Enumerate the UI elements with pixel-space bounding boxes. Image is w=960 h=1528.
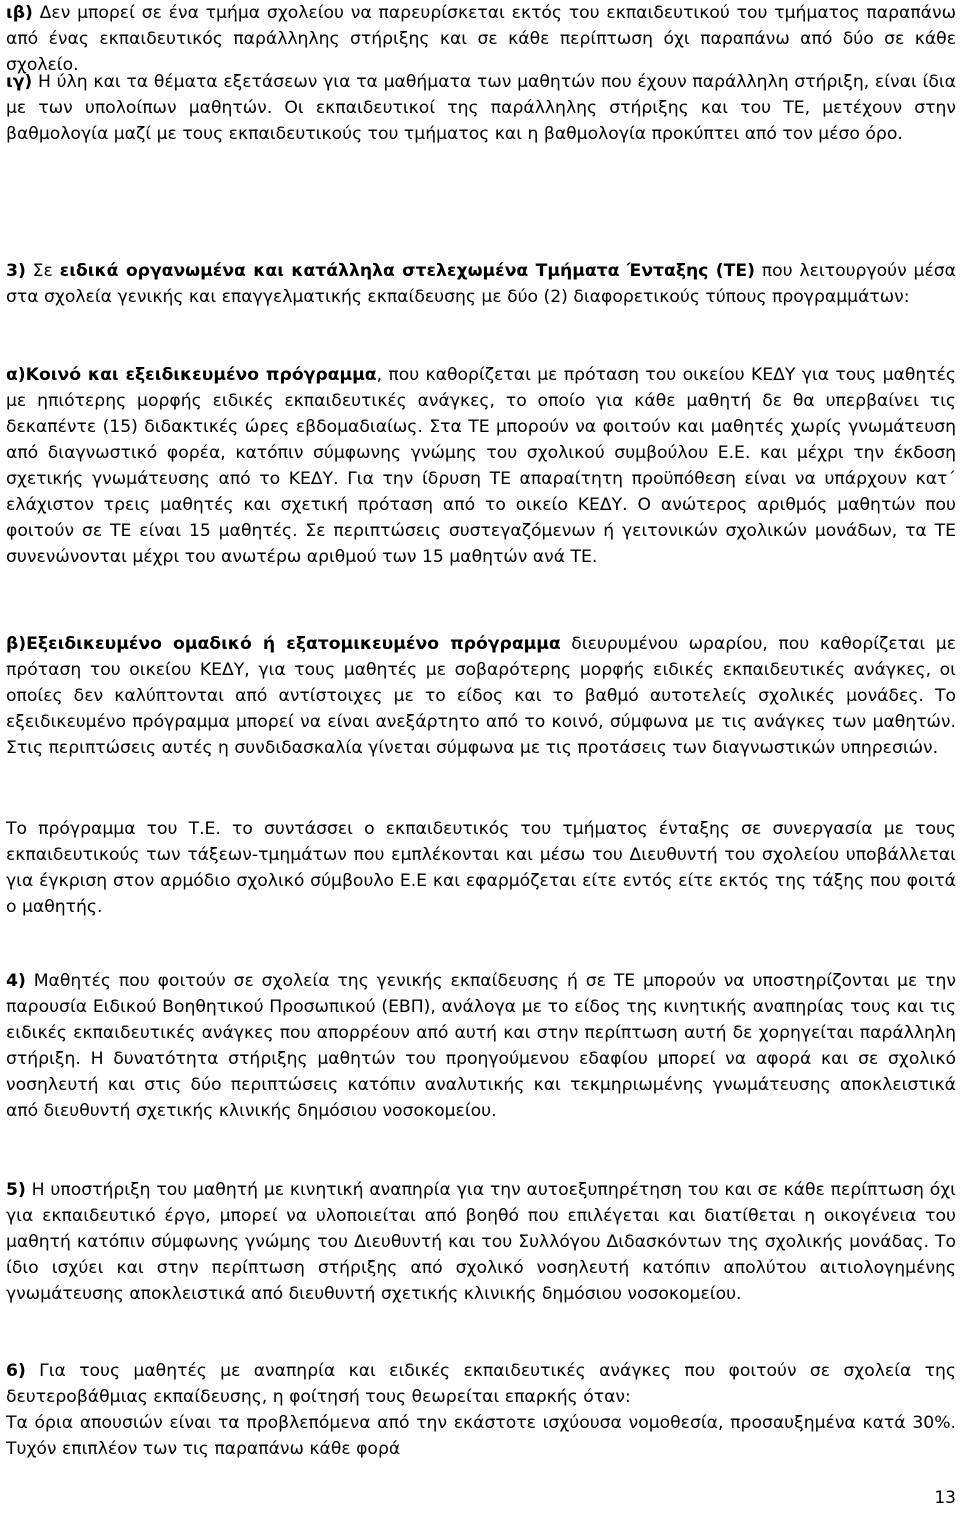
paragraph-4 [6,968,956,1124]
paragraph-text: , που καθορίζεται με πρόταση του οικείου ΚΕΔΥ για τους μαθητές με ηπιότερης μορφής ειδικές εκπαιδευτικές ανάγκες, το οποίο για κάθε μαθητή δε θα υπερβαίνει τις δεκαπέντε (15) διδακτικές ώρες εβδομαδιαίως. Στα ΤΕ μπορούν να φοιτούν και μαθητές χωρίς γνωμάτευση από διαγνωστικό φορέα, κατόπιν σύμφωνης γνώμης του σχολικού συμβούλου Ε.Ε. και μέχρι την έκδοση σχετικής γνωμάτευσης από το ΚΕΔΥ. Για την ίδρυση ΤΕ απαραίτητη προϋπόθεση είναι να υπάρχουν κατ΄ ελάχιστον τρεις μαθητές και σχετική πρόταση από το οικείο ΚΕΔΥ. Ο ανώτερος αριθμός μαθητών που φοιτούν σε ΤΕ είναι 15 μαθητές. Σε περιπτώσεις συστεγαζόμενων ή γειτονικών σχολικών μονάδων, τα ΤΕ συνενώνονται μέχρι του ανωτέρω αριθμού των 15 μαθητών ανά ΤΕ. [6,365,957,567]
paragraph-text: Το πρόγραμμα του Τ.Ε. το συντάσσει ο εκπαιδευτικός του τμήματος ένταξης σε συνεργασία με τους εκπαιδευτικούς των τάξεων-τμημάτων που εμπλέκονται και μέσω του Διευθυντή του σχολείου υποβάλλεται για έγκριση στον αρμόδιο σχολικό σύμβουλο Ε.Ε και εφαρμόζεται είτε εντός είτε εκτός της τάξης που φοιτά ο μαθητής. [6,819,956,917]
paragraph-heading: α)Κοινό και εξειδικευμένο πρόγραμμα [6,365,377,385]
paragraph-label: 4) [6,971,26,991]
paragraph-label: ιγ) [6,72,33,92]
paragraph-text: Η υποστήριξη του μαθητή με κινητική αναπηρία για την αυτοεξυπηρέτηση του και σε κάθε περίπτωση όχι για εκπαιδευτικό έργο, μπορεί να υλοποιείται από βοηθό που επιλέγεται και διατίθεται η οικογένεια του μαθητή κατόπιν σύμφωνης γνώμης του Διευθυντή και του Συλλόγου Διδασκόντων της σχολικής μονάδας. Το ίδιο ισχύει και στην περίπτωση στήριξης από σχολικό νοσηλευτή κατόπιν απολύτου αιτιολογημένης γνωμάτευσης αποκλειστικά από διευθυντή σχετικής κλινικής δημόσιου νοσοκομείου. [6,1180,956,1304]
paragraph-text: Τα όρια απουσιών είναι τα προβλεπόμενα από την εκάστοτε ισχύουσα νομοθεσία, προσαυξημένα κατά 30%. Τυχόν επιπλέον των τις παραπάνω κάθε φορά [6,1413,956,1459]
paragraph-3b [6,631,956,761]
paragraph-5 [6,1177,956,1307]
paragraph-text: Μαθητές που φοιτούν σε σχολεία της γενικής εκπαίδευσης ή σε ΤΕ μπορούν να υποστηρίζονται με την παρουσία Ειδικού Βοηθητικού Προσωπικού (ΕΒΠ), ανάλογα με το είδος της κινητικής αναπηρίας τους και τις ειδικές εκπαιδευτικές ανάγκες που απορρέουν από αυτή και στην περίπτωση αυτή δε χορηγείται παράλληλη στήριξη. Η δυνατότητα στήριξης μαθητών του προηγούμενου εδαφίου μπορεί να αφορά και σε σχολικό νοσηλευτή και στις δύο περιπτώσεις κατόπιν αναλυτικής και τεκμηριωμένης γνωμάτευσης αποκλειστικά από διευθυντή σχετικής κλινικής δημόσιου νοσοκομείου. [6,971,956,1121]
paragraph-heading: β)Εξειδικευμένο ομαδικό ή εξατομικευμένο πρόγραμμα [6,634,561,654]
paragraph-emphasis: ειδικά οργανωμένα και κατάλληλα στελεχωμένα Τμήματα Ένταξης (ΤΕ) [59,261,755,281]
paragraph-text: που λειτουργούν μέσα στα σχολεία γενικής και επαγγελματικής εκπαίδευσης με δύο (2) διαφορετικούς τύπους προγραμμάτων: [6,261,956,307]
paragraph-text: διευρυμένου ωραρίου, που καθορίζεται με πρόταση του οικείου ΚΕΔΥ, για τους μαθητές με σοβαρότερης μορφής ειδικές εκπαιδευτικές ανάγκες, οι οποίες δεν καλύπτονται από αντίστοιχες με το είδος και το βαθμό αυτοτελείς σχολικές μονάδες. Το εξειδικευμένο πρόγραμμα μπορεί να είναι ανεξάρτητο από το κοινό, σύμφωνα με τις ανάγκες των μαθητών. Στις περιπτώσεις αυτές η συνδιδασκαλία γίνεται σύμφωνα με τις προτάσεις των διαγνωστικών υπηρεσιών. [6,634,956,758]
paragraph-text: Για τους μαθητές με αναπηρία και ειδικές εκπαιδευτικές ανάγκες που φοιτούν σε σχολεία της δευτεροβάθμιας εκπαίδευσης, η φοίτησή τους θεωρείται επαρκής όταν: [6,1361,956,1407]
paragraph-label: 3) [6,261,26,281]
paragraph-3c [6,816,956,920]
paragraph-text: Σε [25,261,60,281]
paragraph-3 [6,258,956,310]
page-number: 13 [934,1488,956,1508]
paragraph-label: 6) [6,1361,26,1381]
paragraph-text: Η ύλη και τα θέματα εξετάσεων για τα μαθήματα των μαθητών που έχουν παράλληλη στήριξη, είναι ίδια με των υπολοίπων μαθητών. Οι εκπαιδευτικοί της παράλληλης στήριξης και του ΤΕ, μετέχουν στην βαθμολογία μαζί με τους εκπαιδευτικούς του τμήματος και η βαθμολογία προκύπτει από τον μέσο όρο. [6,72,956,144]
paragraph-label: 5) [6,1180,26,1200]
paragraph-ig [6,69,956,147]
paragraph-ib [6,0,956,78]
paragraph-3a [6,362,956,570]
paragraph-label: ιβ) [6,3,33,23]
paragraph-6 [6,1358,956,1410]
paragraph-6-continuation [6,1410,956,1462]
paragraph-text: Δεν μπορεί σε ένα τμήμα σχολείου να παρευρίσκεται εκτός του εκπαιδευτικού του τμήματος παραπάνω από ένας εκπαιδευτικός παράλληλης στήριξης και σε κάθε περίπτωση όχι παραπάνω από δύο σε κάθε σχολείο. [6,3,956,75]
